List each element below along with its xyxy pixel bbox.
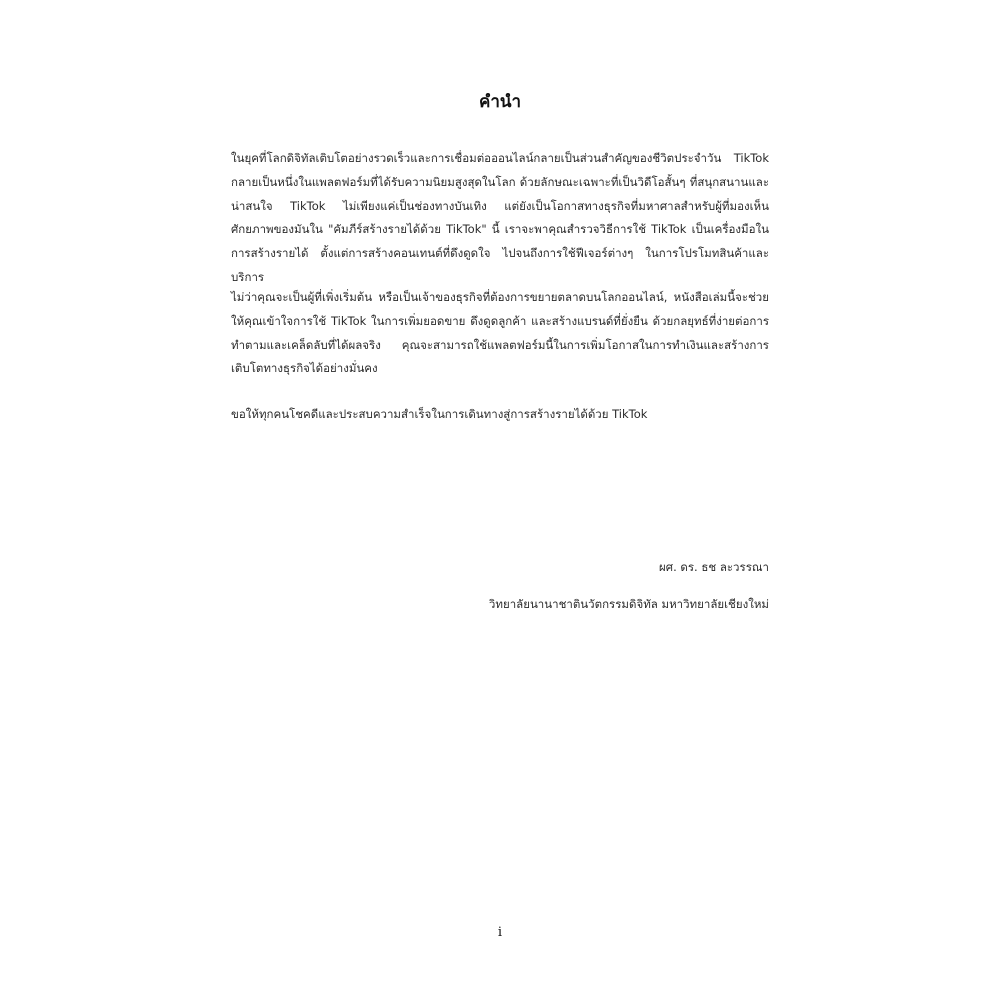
page-number: i	[497, 925, 503, 940]
paragraph-audience: ไม่ว่าคุณจะเป็นผู้ที่เพิ่งเริ่มต้น หรือเป็นเจ้าของธุรกิจที่ต้องการขยายตลาดบนโลกออนไลน์, หนังสือเล่มนี้จะช่วยให้คุณเข้าใจการใช้ TikTok ในการเพิ่มยอดขาย ดึงดูดลูกค้า และสร้างแบรนด์ที่ยั่งยืน ด้วยกลยุทธ์ที่ง่ายต่อการทำตามและเคล็ดลับที่ได้ผลจริง คุณจะสามารถใช้แพลตฟอร์มนี้ในการเพิ่มโอกาสในการทำเงินและสร้างการเติบโตทางธุรกิจได้อย่างมั่นคง	[231, 290, 769, 376]
author-affiliation: วิทยาลัยนานาชาตินวัตกรรมดิจิทัล มหาวิทยาลัยเชียงใหม่	[488, 597, 769, 611]
paragraph-intro: ในยุคที่โลกดิจิทัลเติบโตอย่างรวดเร็วและการเชื่อมต่อออนไลน์กลายเป็นส่วนสำคัญของชีวิตประจำวัน TikTok กลายเป็นหนึ่งในแพลตฟอร์มที่ได้รับความนิยมสูงสุดในโลก ด้วยลักษณะเฉพาะที่เป็นวิดีโอสั้นๆ ที่สนุกสนานและน่าสนใจ TikTok ไม่เพียงแค่เป็นช่องทางบันเทิง แต่ยังเป็นโอกาสทางธุรกิจที่มหาศาลสำหรับผู้ที่มองเห็นศักยภาพของมันใน "คัมภีร์สร้างรายได้ด้วย TikTok" นี้ เราจะพาคุณสำรวจวิธีการใช้ TikTok เป็นเครื่องมือในการสร้างรายได้ ตั้งแต่การสร้างคอนเทนต์ที่ดึงดูดใจ ไปจนถึงการใช้ฟีเจอร์ต่างๆ ในการโปรโมทสินค้าและบริการ	[231, 151, 769, 284]
author-name: ผศ. ดร. ธช ละวรรณา	[659, 560, 769, 574]
paragraph-closing: ขอให้ทุกคนโชคดีและประสบความสำเร็จในการเดินทางสู่การสร้างรายได้ด้วย TikTok	[231, 407, 648, 421]
page-title: คำนำ	[478, 92, 522, 112]
